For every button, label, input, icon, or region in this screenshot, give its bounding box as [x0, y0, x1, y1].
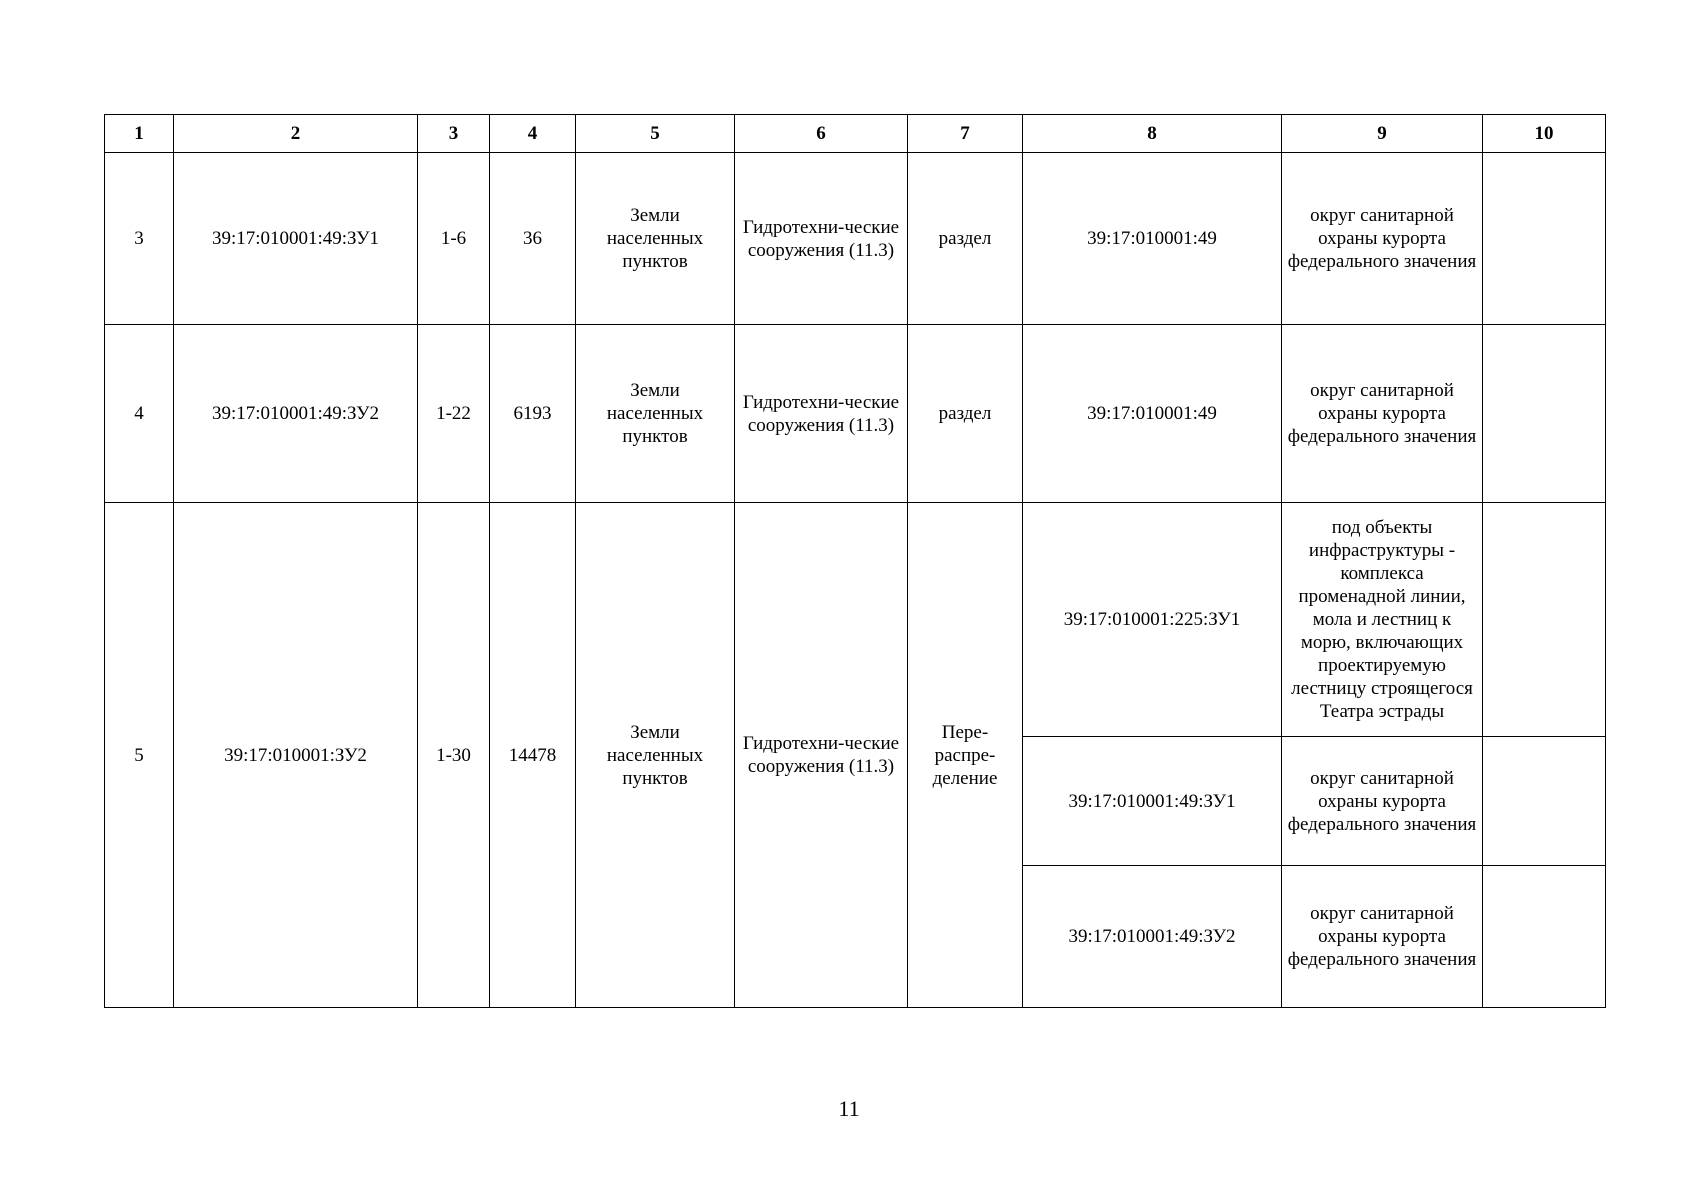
encumbrance-note: округ санитарной охраны курорта федерального значения [1282, 737, 1483, 866]
col-header-1: 1 [105, 115, 174, 153]
formation-method: раздел [908, 153, 1023, 325]
source-plot: 39:17:010001:225:ЗУ1 [1023, 503, 1282, 737]
source-plot: 39:17:010001:49 [1023, 153, 1282, 325]
row-number: 4 [105, 325, 174, 503]
formation-method: раздел [908, 325, 1023, 503]
encumbrance-note: округ санитарной охраны курорта федерального значения [1282, 153, 1483, 325]
encumbrance-note: округ санитарной охраны курорта федерального значения [1282, 325, 1483, 503]
area-value: 14478 [490, 503, 576, 1008]
land-category: Земли населенных пунктов [576, 503, 735, 1008]
table-row [105, 325, 1606, 503]
land-category: Земли населенных пунктов [576, 325, 735, 503]
encumbrance-note: под объекты инфраструктуры - комплекса променадной линии, мола и лестниц к морю, включающих проектируемую лестницу строящегося Театра эстрады [1282, 503, 1483, 737]
extra-cell [1483, 503, 1606, 737]
extra-cell [1483, 153, 1606, 325]
formation-method: Пере-распре-деление [908, 503, 1023, 1008]
table-row [105, 503, 1606, 737]
permitted-use: Гидротехни-ческие сооружения (11.3) [735, 503, 908, 1008]
point-numbers: 1-22 [418, 325, 490, 503]
source-plot: 39:17:010001:49 [1023, 325, 1282, 503]
source-plot: 39:17:010001:49:ЗУ2 [1023, 866, 1282, 1008]
col-header-2: 2 [174, 115, 418, 153]
col-header-10: 10 [1483, 115, 1606, 153]
extra-cell [1483, 325, 1606, 503]
col-header-3: 3 [418, 115, 490, 153]
row-number: 3 [105, 153, 174, 325]
col-header-4: 4 [490, 115, 576, 153]
col-header-7: 7 [908, 115, 1023, 153]
page-number: 11 [838, 1096, 860, 1121]
point-numbers: 1-6 [418, 153, 490, 325]
permitted-use: Гидротехни-ческие сооружения (11.3) [735, 153, 908, 325]
land-plots-table [104, 114, 1606, 1008]
col-header-6: 6 [735, 115, 908, 153]
area-value: 36 [490, 153, 576, 325]
cadastral-number: 39:17:010001:49:ЗУ1 [174, 153, 418, 325]
permitted-use: Гидротехни-ческие сооружения (11.3) [735, 325, 908, 503]
table-row [105, 153, 1606, 325]
land-category: Земли населенных пунктов [576, 153, 735, 325]
row-number: 5 [105, 503, 174, 1008]
header-row [105, 115, 1606, 153]
col-header-9: 9 [1282, 115, 1483, 153]
col-header-8: 8 [1023, 115, 1282, 153]
extra-cell [1483, 866, 1606, 1008]
cadastral-number: 39:17:010001:ЗУ2 [174, 503, 418, 1008]
col-header-5: 5 [576, 115, 735, 153]
cadastral-number: 39:17:010001:49:ЗУ2 [174, 325, 418, 503]
point-numbers: 1-30 [418, 503, 490, 1008]
extra-cell [1483, 737, 1606, 866]
source-plot: 39:17:010001:49:ЗУ1 [1023, 737, 1282, 866]
area-value: 6193 [490, 325, 576, 503]
encumbrance-note: округ санитарной охраны курорта федерального значения [1282, 866, 1483, 1008]
